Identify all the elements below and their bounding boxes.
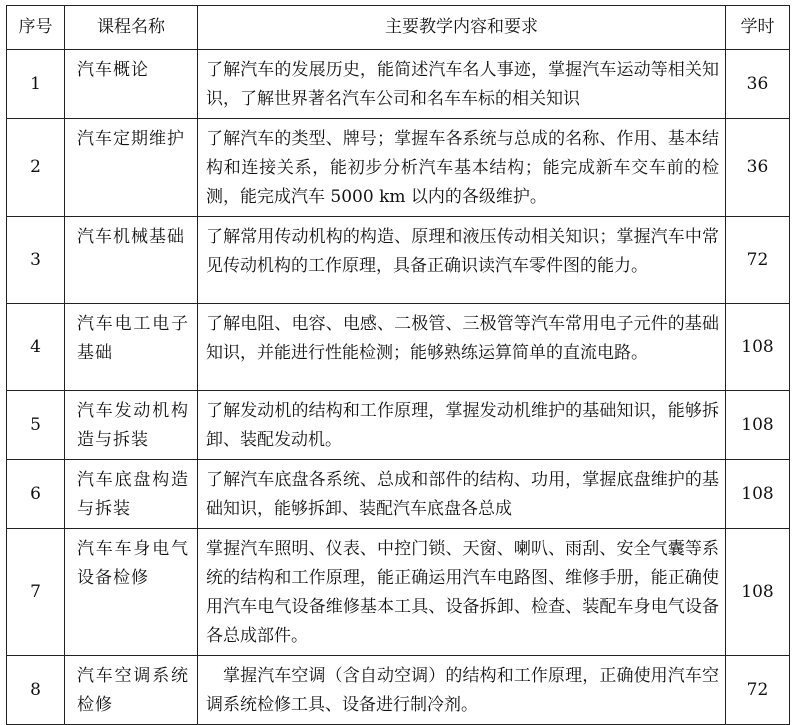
row-hours: 108 <box>726 304 790 391</box>
row-content: 了解汽车的发展历史，能简述汽车名人事迹，掌握汽车运动等相关知识，了解世界著名汽车公司和名车车标的相关知识 <box>198 50 726 119</box>
table-row <box>7 50 790 119</box>
row-no: 1 <box>7 50 65 119</box>
row-hours: 108 <box>726 529 790 656</box>
row-content: 了解常用传动机构的构造、原理和液压传动相关知识；掌握汽车中常见传动机构的工作原理，具备正确识读汽车零件图的能力。 <box>198 217 726 304</box>
row-course-name: 汽车发动机构造与拆装 <box>65 391 198 460</box>
row-course-name: 汽车定期维护 <box>65 119 198 217</box>
header-content: 主要教学内容和要求 <box>198 6 726 50</box>
row-content: 掌握汽车空调（含自动空调）的结构和工作原理，正确使用汽车空调系统检修工具、设备进行制冷剂。 <box>198 656 726 725</box>
table-row <box>7 656 790 725</box>
row-hours: 36 <box>726 119 790 217</box>
table-header-row <box>7 6 790 50</box>
row-content: 了解发动机的结构和工作原理，掌握发动机维护的基础知识，能够拆卸、装配发动机。 <box>198 391 726 460</box>
row-no: 5 <box>7 391 65 460</box>
row-no: 7 <box>7 529 65 656</box>
table-row <box>7 217 790 304</box>
row-no: 4 <box>7 304 65 391</box>
row-hours: 72 <box>726 217 790 304</box>
row-course-name: 汽车电工电子基础 <box>65 304 198 391</box>
row-no: 6 <box>7 460 65 529</box>
row-hours: 36 <box>726 50 790 119</box>
row-no: 3 <box>7 217 65 304</box>
row-course-name: 汽车空调系统检修 <box>65 656 198 725</box>
table-row <box>7 529 790 656</box>
row-content: 了解电阻、电容、电感、二极管、三极管等汽车常用电子元件的基础知识，并能进行性能检测；能够熟练运算简单的直流电路。 <box>198 304 726 391</box>
table-row <box>7 304 790 391</box>
row-hours: 72 <box>726 656 790 725</box>
header-hours: 学时 <box>726 6 790 50</box>
table-row <box>7 119 790 217</box>
row-no: 8 <box>7 656 65 725</box>
row-course-name: 汽车概论 <box>65 50 198 119</box>
row-hours: 108 <box>726 391 790 460</box>
header-no: 序号 <box>7 6 65 50</box>
row-content: 掌握汽车照明、仪表、中控门锁、天窗、喇叭、雨刮、安全气囊等系统的结构和工作原理，能正确运用汽车电路图、维修手册，能正确使用汽车电气设备维修基本工具、设备拆卸、检查、装配车身电气设备各总成部件。 <box>198 529 726 656</box>
row-course-name: 汽车底盘构造与拆装 <box>65 460 198 529</box>
row-course-name: 汽车机械基础 <box>65 217 198 304</box>
header-name: 课程名称 <box>65 6 198 50</box>
row-content: 了解汽车底盘各系统、总成和部件的结构、功用，掌握底盘维护的基础知识，能够拆卸、装配汽车底盘各总成 <box>198 460 726 529</box>
course-table <box>6 5 790 725</box>
row-no: 2 <box>7 119 65 217</box>
table-row <box>7 391 790 460</box>
row-content: 了解汽车的类型、牌号；掌握车各系统与总成的名称、作用、基本结构和连接关系，能初步分析汽车基本结构；能完成新车交车前的检测，能完成汽车 5000 km 以内的各级维护。 <box>198 119 726 217</box>
row-hours: 108 <box>726 460 790 529</box>
table-row <box>7 460 790 529</box>
row-course-name: 汽车车身电气设备检修 <box>65 529 198 656</box>
